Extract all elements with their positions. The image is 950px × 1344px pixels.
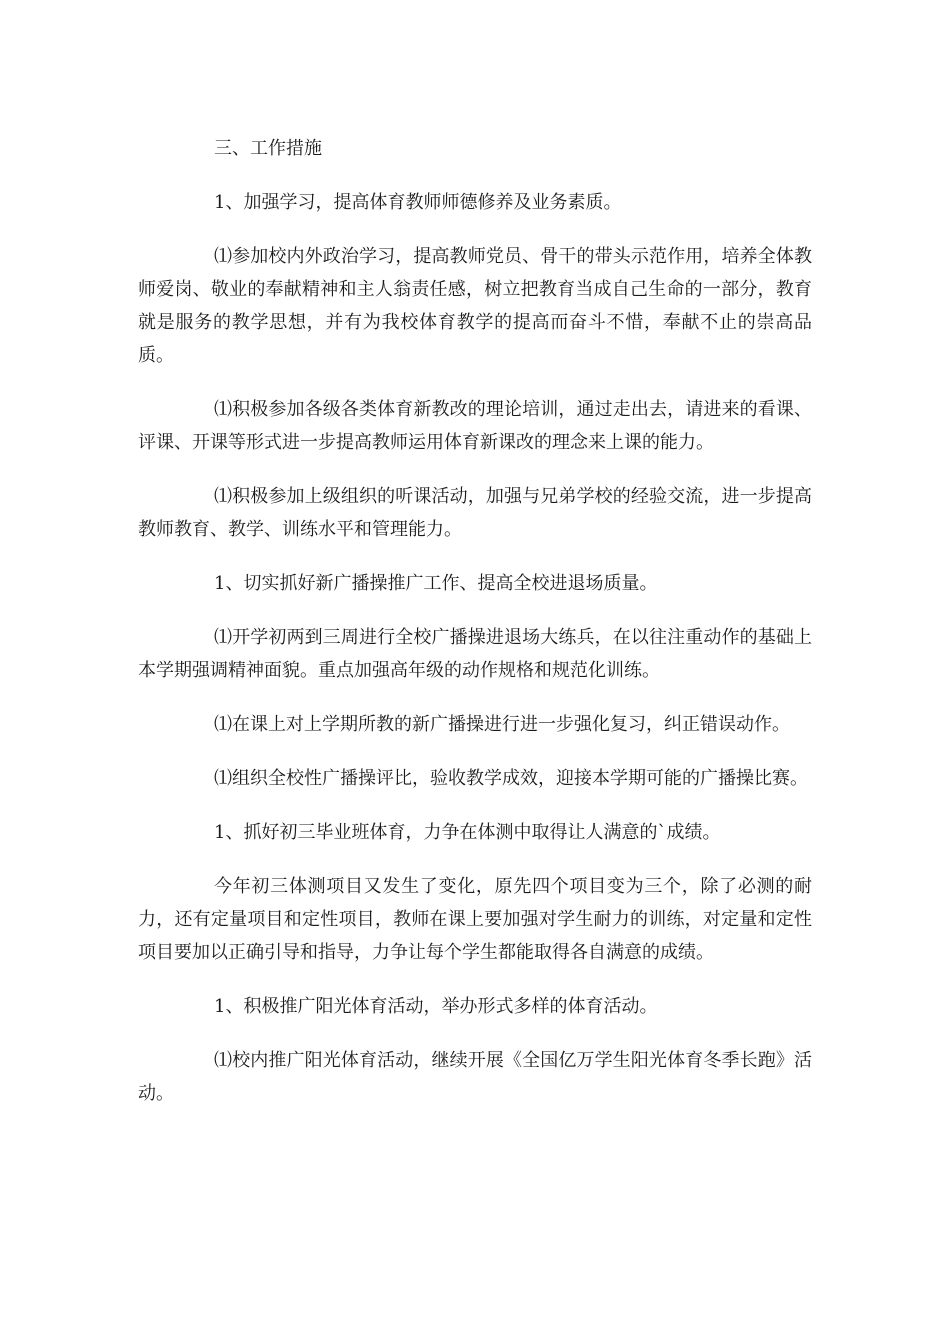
item-heading: 1、积极推广阳光体育活动，举办形式多样的体育活动。	[214, 996, 658, 1017]
item-heading: 1、切实抓好新广播操推广工作、提高全校进退场质量。	[214, 573, 658, 594]
item-heading: 1、抓好初三毕业班体育，力争在体测中取得让人满意的`成绩。	[214, 822, 721, 843]
document-body	[138, 132, 812, 1131]
section-heading: 三、工作措施	[214, 138, 322, 159]
sub-item-paragraph: ⑴在课上对上学期所教的新广播操进行进一步强化复习，纠正错误动作。	[214, 714, 790, 735]
sub-item-paragraph: ⑴参加校内外政治学习，提高教师党员、骨干的带头示范作用，培养全体教师爱岗、敬业的奉献精神和主人翁责任感，树立把教育当成自己生命的一部分，教育就是服务的教学思想，并有为我校体育教学的提高而奋斗不惜，奉献不止的崇高品质。	[138, 246, 812, 366]
sub-item-paragraph: ⑴积极参加各级各类体育新教改的理论培训，通过走出去，请进来的看课、评课、开课等形式进一步提高教师运用体育新课改的理念来上课的能力。	[138, 399, 812, 453]
sub-item-paragraph: ⑴组织全校性广播操评比，验收教学成效，迎接本学期可能的广播操比赛。	[214, 768, 808, 789]
body-paragraph: 今年初三体测项目又发生了变化，原先四个项目变为三个，除了必测的耐力，还有定量项目和定性项目，教师在课上要加强对学生耐力的训练，对定量和定性项目要加以正确引导和指导，力争让每个学生都能取得各自满意的成绩。	[138, 876, 812, 963]
sub-item-paragraph: ⑴校内推广阳光体育活动，继续开展《全国亿万学生阳光体育冬季长跑》活动。	[138, 1050, 812, 1104]
sub-item-paragraph: ⑴开学初两到三周进行全校广播操进退场大练兵，在以往注重动作的基础上本学期强调精神面貌。重点加强高年级的动作规格和规范化训练。	[138, 627, 812, 681]
item-heading: 1、加强学习，提高体育教师师德修养及业务素质。	[214, 192, 622, 213]
sub-item-paragraph: ⑴积极参加上级组织的听课活动，加强与兄弟学校的经验交流，进一步提高教师教育、教学、训练水平和管理能力。	[138, 486, 812, 540]
